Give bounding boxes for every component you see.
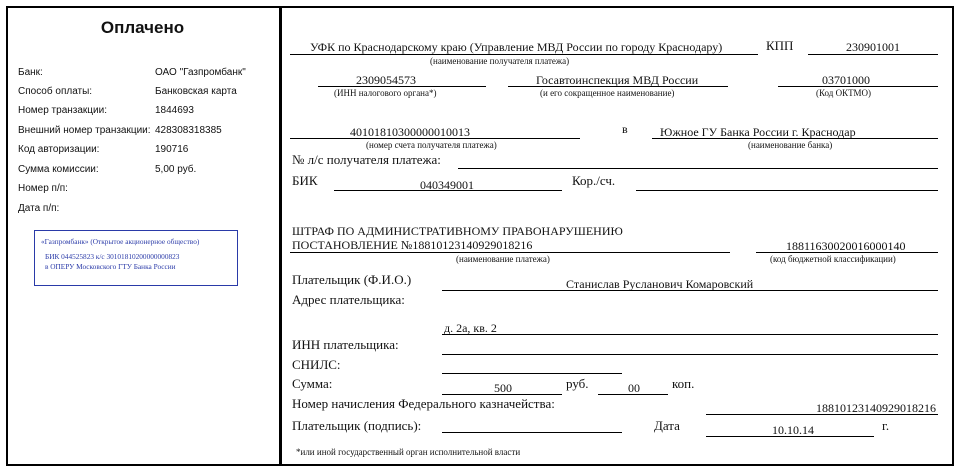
- transaction-number-label: Номер транзакции:: [18, 105, 107, 116]
- ls-line: [458, 168, 938, 169]
- payment-name-line1: ШТРАФ ПО АДМИНИСТРАТИВНОМУ ПРАВОНАРУШЕНИЮ: [292, 224, 623, 238]
- transaction-number-value: 1844693: [155, 105, 194, 116]
- recipient-name-value: УФК по Краснодарскому краю (Управление МВД России по городу Краснодару): [310, 40, 723, 54]
- snils-line: [442, 373, 622, 374]
- auth-code-label: Код авторизации:: [18, 144, 100, 155]
- recipient-name-caption: (наименование получателя платежа): [430, 56, 570, 66]
- payment-name-line2: ПОСТАНОВЛЕНИЕ №18810123140929018216: [292, 238, 533, 252]
- payment-method-label: Способ оплаты:: [18, 86, 93, 97]
- account-caption: (номер счета получателя платежа): [366, 140, 497, 150]
- ls-label: № л/с получателя платежа:: [292, 152, 441, 167]
- kpp-label: КПП: [766, 38, 794, 53]
- bank-stamp: [34, 230, 238, 286]
- corr-account-line: [636, 190, 938, 191]
- commission-value: 5,00 руб.: [155, 164, 197, 175]
- bank-name-caption: (наименование банка): [748, 140, 833, 150]
- payer-label: Плательщик (Ф.И.О.): [292, 272, 412, 287]
- inn-value: 2309054573: [356, 73, 416, 87]
- bank-name-value: Южное ГУ Банка России г. Краснодар: [660, 125, 856, 139]
- payment-name-caption: (наименование платежа): [456, 254, 550, 264]
- date-line: [706, 436, 874, 437]
- payer-inn-line: [442, 354, 938, 355]
- stamp-bik: БИК 044525823 к/с 30101810200000000823: [45, 252, 180, 261]
- kbk-caption: (код бюджетной классификации): [770, 254, 896, 264]
- bik-line: [334, 190, 562, 191]
- address-label: Адрес плательщика:: [292, 292, 405, 307]
- external-transaction-value: 428308318385: [155, 125, 222, 136]
- treasury-value: 18810123140929018216: [816, 401, 936, 415]
- stamp-branch: в ОПЕРУ Московского ГТУ Банка России: [45, 262, 176, 271]
- bik-value: 040349001: [420, 178, 474, 192]
- bik-label: БИК: [292, 173, 318, 188]
- footnote: *или иной государственный орган исполнительной власти: [296, 447, 521, 457]
- inn-caption: (ИНН налогового органа*): [334, 88, 437, 98]
- external-transaction-label: Внешний номер транзакции:: [18, 125, 151, 136]
- treasury-line: [706, 414, 938, 415]
- kpp-line: [808, 54, 938, 55]
- signature-line: [442, 432, 622, 433]
- bank-name-line: [652, 138, 938, 139]
- date-value: 10.10.14: [772, 423, 814, 437]
- payment-status-title: Оплачено: [100, 18, 185, 37]
- pp-number-label: Номер п/п:: [18, 183, 68, 194]
- year-suffix: г.: [882, 418, 890, 433]
- short-name-value: Госавтоинспекция МВД России: [536, 73, 699, 87]
- kpp-value: 230901001: [846, 40, 900, 54]
- bank-label: Банк:: [18, 67, 43, 78]
- short-name-caption: (и его сокращенное наименование): [540, 88, 675, 98]
- stamp-bank-name: «Газпромбанк» (Открытое акционерное общество): [41, 237, 200, 246]
- date-label: Дата: [654, 418, 680, 433]
- sum-label: Сумма:: [292, 376, 333, 391]
- payer-value: Станислав Русланович Комаровский: [566, 277, 754, 291]
- pp-date-label: Дата п/п:: [18, 203, 60, 214]
- kop-value: 00: [628, 381, 640, 395]
- kop-label: коп.: [672, 376, 695, 391]
- rub-value: 500: [494, 381, 512, 395]
- account-line: [290, 138, 580, 139]
- short-name-line: [508, 86, 728, 87]
- rub-line: [442, 394, 562, 395]
- panel-divider: [279, 6, 282, 466]
- oktmo-line: [778, 86, 938, 87]
- kbk-line: [756, 252, 938, 253]
- bank-value: ОАО "Газпромбанк": [155, 67, 246, 78]
- signature-label: Плательщик (подпись):: [292, 418, 422, 433]
- rub-label: руб.: [566, 376, 589, 391]
- address-line: [442, 334, 938, 335]
- auth-code-value: 190716: [155, 144, 189, 155]
- account-value: 40101810300000010013: [350, 125, 470, 139]
- snils-label: СНИЛС:: [292, 357, 341, 372]
- kop-line: [598, 394, 668, 395]
- inn-line: [318, 86, 486, 87]
- treasury-label: Номер начисления Федерального казначейства:: [292, 396, 555, 411]
- oktmo-value: 03701000: [822, 73, 870, 87]
- in-word: в: [622, 122, 628, 136]
- address-value: д. 2а, кв. 2: [444, 321, 497, 335]
- oktmo-caption: (Код ОКТМО): [816, 88, 872, 98]
- payment-method-value: Банковская карта: [155, 86, 237, 97]
- payer-inn-label: ИНН плательщика:: [292, 337, 399, 352]
- payer-line: [442, 290, 938, 291]
- kbk-value: 18811630020016000140: [786, 239, 906, 253]
- recipient-name-line: [290, 54, 758, 55]
- payment-name-line: [290, 252, 730, 253]
- commission-label: Сумма комиссии:: [18, 164, 99, 175]
- corr-account-label: Кор./сч.: [572, 173, 616, 188]
